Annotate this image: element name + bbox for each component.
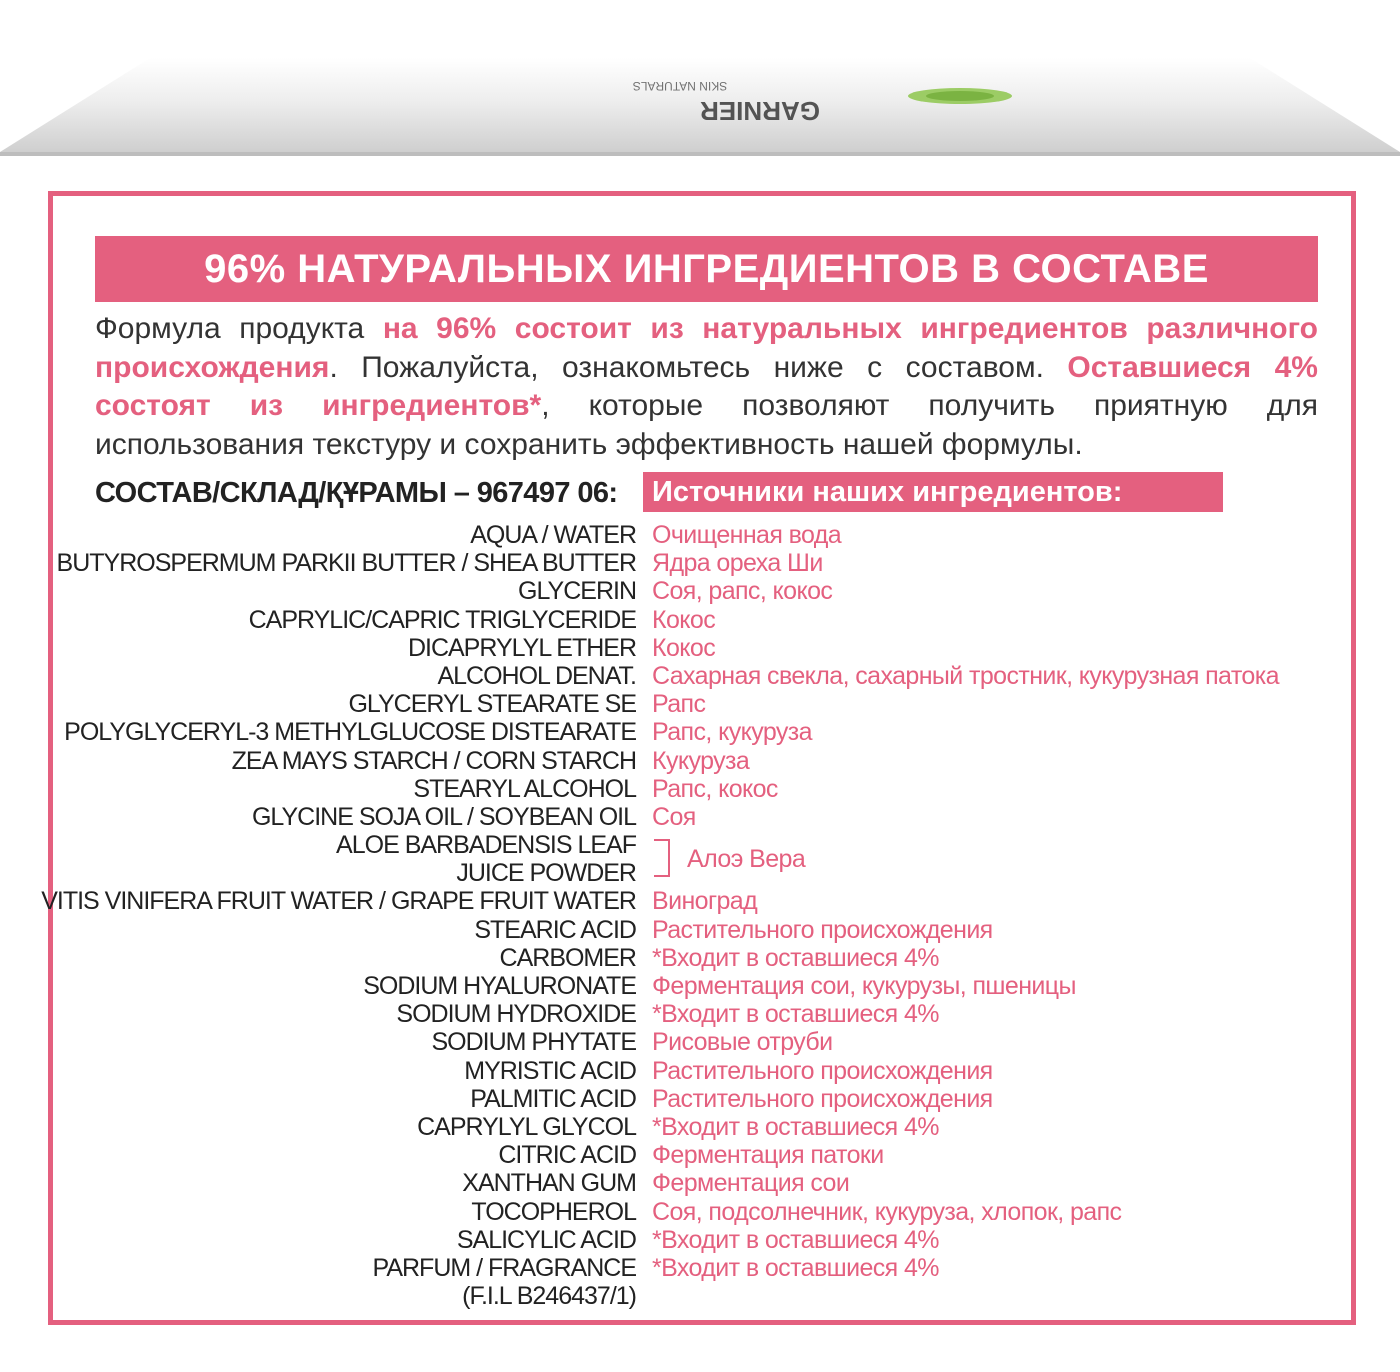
ingredient-row (53, 549, 1351, 577)
ingredient-name: SALICYLIC ACID (456, 1225, 636, 1254)
ingredient-row (53, 916, 1351, 944)
ingredient-source: Сахарная свекла, сахарный тростник, кукурузная патока (652, 661, 1279, 690)
ingredient-row (53, 521, 1351, 549)
ingredient-row (53, 577, 1351, 605)
ingredient-row (53, 1198, 1351, 1226)
ingredient-row (53, 1057, 1351, 1085)
ingredient-row (53, 1282, 1351, 1310)
ingredient-name: SODIUM PHYTATE (431, 1028, 636, 1057)
ingredient-source: *Входит в оставшиеся 4% (652, 1253, 939, 1282)
ingredient-source: Кукуруза (652, 746, 750, 775)
ingredient-source: Очищенная вода (652, 521, 842, 549)
ingredient-name: PALMITIC ACID (470, 1084, 636, 1113)
ingredient-source: *Входит в оставшиеся 4% (652, 1225, 939, 1254)
banner-title: 96% НАТУРАЛЬНЫХ ИНГРЕДИЕНТОВ В СОСТАВЕ (204, 246, 1209, 291)
ingredient-name: GLYCERIN (518, 577, 636, 606)
ingredient-source: Рисовые отруби (652, 1028, 833, 1057)
ingredient-source: Кокос (652, 633, 716, 662)
sources-title: Источники наших ингредиентов: (643, 472, 1223, 512)
ingredient-name: ALOE BARBADENSIS LEAF (336, 831, 636, 860)
ingredient-source: *Входит в оставшиеся 4% (652, 1000, 939, 1029)
ingredient-name: SODIUM HYALURONATE (363, 972, 636, 1001)
ingredient-row (53, 606, 1351, 634)
ingredient-name: GLYCINE SOJA OIL / SOYBEAN OIL (251, 802, 636, 831)
ingredient-row (53, 1169, 1351, 1197)
ingredient-row (53, 972, 1351, 1000)
ingredient-row (53, 1226, 1351, 1254)
ingredient-row (41, 887, 1351, 916)
ingredient-row (53, 718, 1351, 746)
ingredient-row (53, 1028, 1351, 1056)
lid-graphic (0, 0, 1400, 160)
intro-text-1: Формула продукта (95, 312, 383, 345)
ingredient-row (53, 803, 1351, 831)
ingredient-name: CAPRYLYL GLYCOL (417, 1112, 636, 1141)
ingredient-name: VITIS VINIFERA FRUIT WATER / GRAPE FRUIT WATER (41, 887, 636, 916)
ingredient-name: CAPRYLIC/CAPRIC TRIGLYCERIDE (248, 605, 636, 634)
ingredient-source: *Входит в оставшиеся 4% (652, 943, 939, 972)
ingredient-source: Соя, рапс, кокос (652, 577, 833, 606)
ingredient-row (53, 1113, 1351, 1141)
ingredient-source: Рапс (652, 690, 706, 719)
ingredient-name: MYRISTIC ACID (464, 1056, 636, 1085)
intro-text-2: . Пожалуйста, ознакомьтесь ниже с составом. (329, 350, 1068, 384)
ingredient-name: TOCOPHEROL (471, 1197, 636, 1226)
ingredient-name: ZEA MAYS STARCH / CORN STARCH (231, 746, 636, 775)
ingredient-source: Ферментация сои (652, 1169, 850, 1198)
ingredient-source: Рапс, кокос (652, 774, 778, 803)
lid-brand-text: GARNIER (700, 96, 820, 126)
ingredient-source: Растительного происхождения (652, 1056, 993, 1085)
ingredient-row (53, 634, 1351, 662)
composition-title: СОСТАВ/СКЛАД/ҚҰРАМЫ – 967497 06: (95, 476, 618, 509)
ingredient-name: (F.I.L B246437/1) (462, 1282, 636, 1311)
ingredient-source: Виноград (652, 887, 758, 916)
ingredient-row (53, 747, 1351, 775)
ingredient-name: CITRIC ACID (498, 1141, 636, 1170)
natural-ingredients-banner (95, 236, 1318, 302)
ingredient-row (53, 944, 1351, 972)
ingredients-panel (41, 191, 1356, 1325)
ingredient-name: DICAPRYLYL ETHER (407, 633, 636, 662)
intro-text-3: , которые позволяют получить приятную для использования текстуру и сохранить эффективность нашей формулы. (95, 389, 1318, 461)
intro-highlight-2: Оставшиеся 4% состоят из ингредиентов* (95, 350, 1318, 422)
ingredient-source: Алоэ Вера (687, 845, 806, 874)
ingredient-row-aloe (53, 831, 1351, 887)
ingredient-row (53, 1254, 1351, 1282)
ingredient-source: Растительного происхождения (652, 1084, 993, 1113)
lid-brand-sub-text: SKIN NATURALS (632, 79, 728, 93)
ingredient-name: PARFUM / FRAGRANCE (372, 1253, 636, 1282)
ingredient-source: *Входит в оставшиеся 4% (652, 1112, 939, 1141)
composition-header (95, 472, 617, 514)
bracket-mark (654, 839, 670, 877)
ingredient-source: Растительного происхождения (652, 915, 993, 944)
ingredient-name: ALCOHOL DENAT. (437, 661, 636, 690)
ingredient-name: AQUA / WATER (470, 521, 636, 549)
box-lid (0, 0, 1400, 160)
ingredient-name: XANTHAN GUM (462, 1169, 636, 1198)
ingredient-name: GLYCERYL STEARATE SE (348, 690, 636, 719)
ingredient-name: BUTYROSPERMUM PARKII BUTTER / SHEA BUTTER (56, 549, 636, 578)
ingredient-source: Кокос (652, 605, 716, 634)
ingredients-table (41, 521, 1351, 1311)
ingredient-source: Ферментация патоки (652, 1141, 884, 1170)
ingredient-row (53, 1085, 1351, 1113)
ingredient-source: Ядра ореха Ши (652, 549, 823, 578)
ingredient-name: CARBOMER (499, 943, 636, 972)
ingredient-name: STEARYL ALCOHOL (413, 774, 636, 803)
intro-paragraph (95, 310, 1318, 464)
intro-highlight-1: на 96% состоит из натуральных ингредиентов различного происхождения (95, 312, 1318, 384)
ingredient-row (53, 775, 1351, 803)
ingredient-name: POLYGLYCERYL-3 METHYLGLUCOSE DISTEARATE (64, 718, 636, 747)
ingredient-row (53, 1000, 1351, 1028)
ingredient-row (53, 1141, 1351, 1169)
ingredient-name: SODIUM HYDROXIDE (396, 1000, 636, 1029)
ingredient-name: STEARIC ACID (474, 915, 636, 944)
ingredient-row (53, 690, 1351, 718)
ingredient-source: Соя (652, 802, 696, 831)
ingredient-source: Ферментация сои, кукурузы, пшеницы (652, 972, 1076, 1001)
ingredient-source: Соя, подсолнечник, кукуруза, хлопок, рапс (652, 1197, 1122, 1226)
ingredient-name: JUICE POWDER (456, 859, 636, 888)
ingredient-row (53, 662, 1351, 690)
ingredient-source: Рапс, кукуруза (652, 718, 812, 747)
